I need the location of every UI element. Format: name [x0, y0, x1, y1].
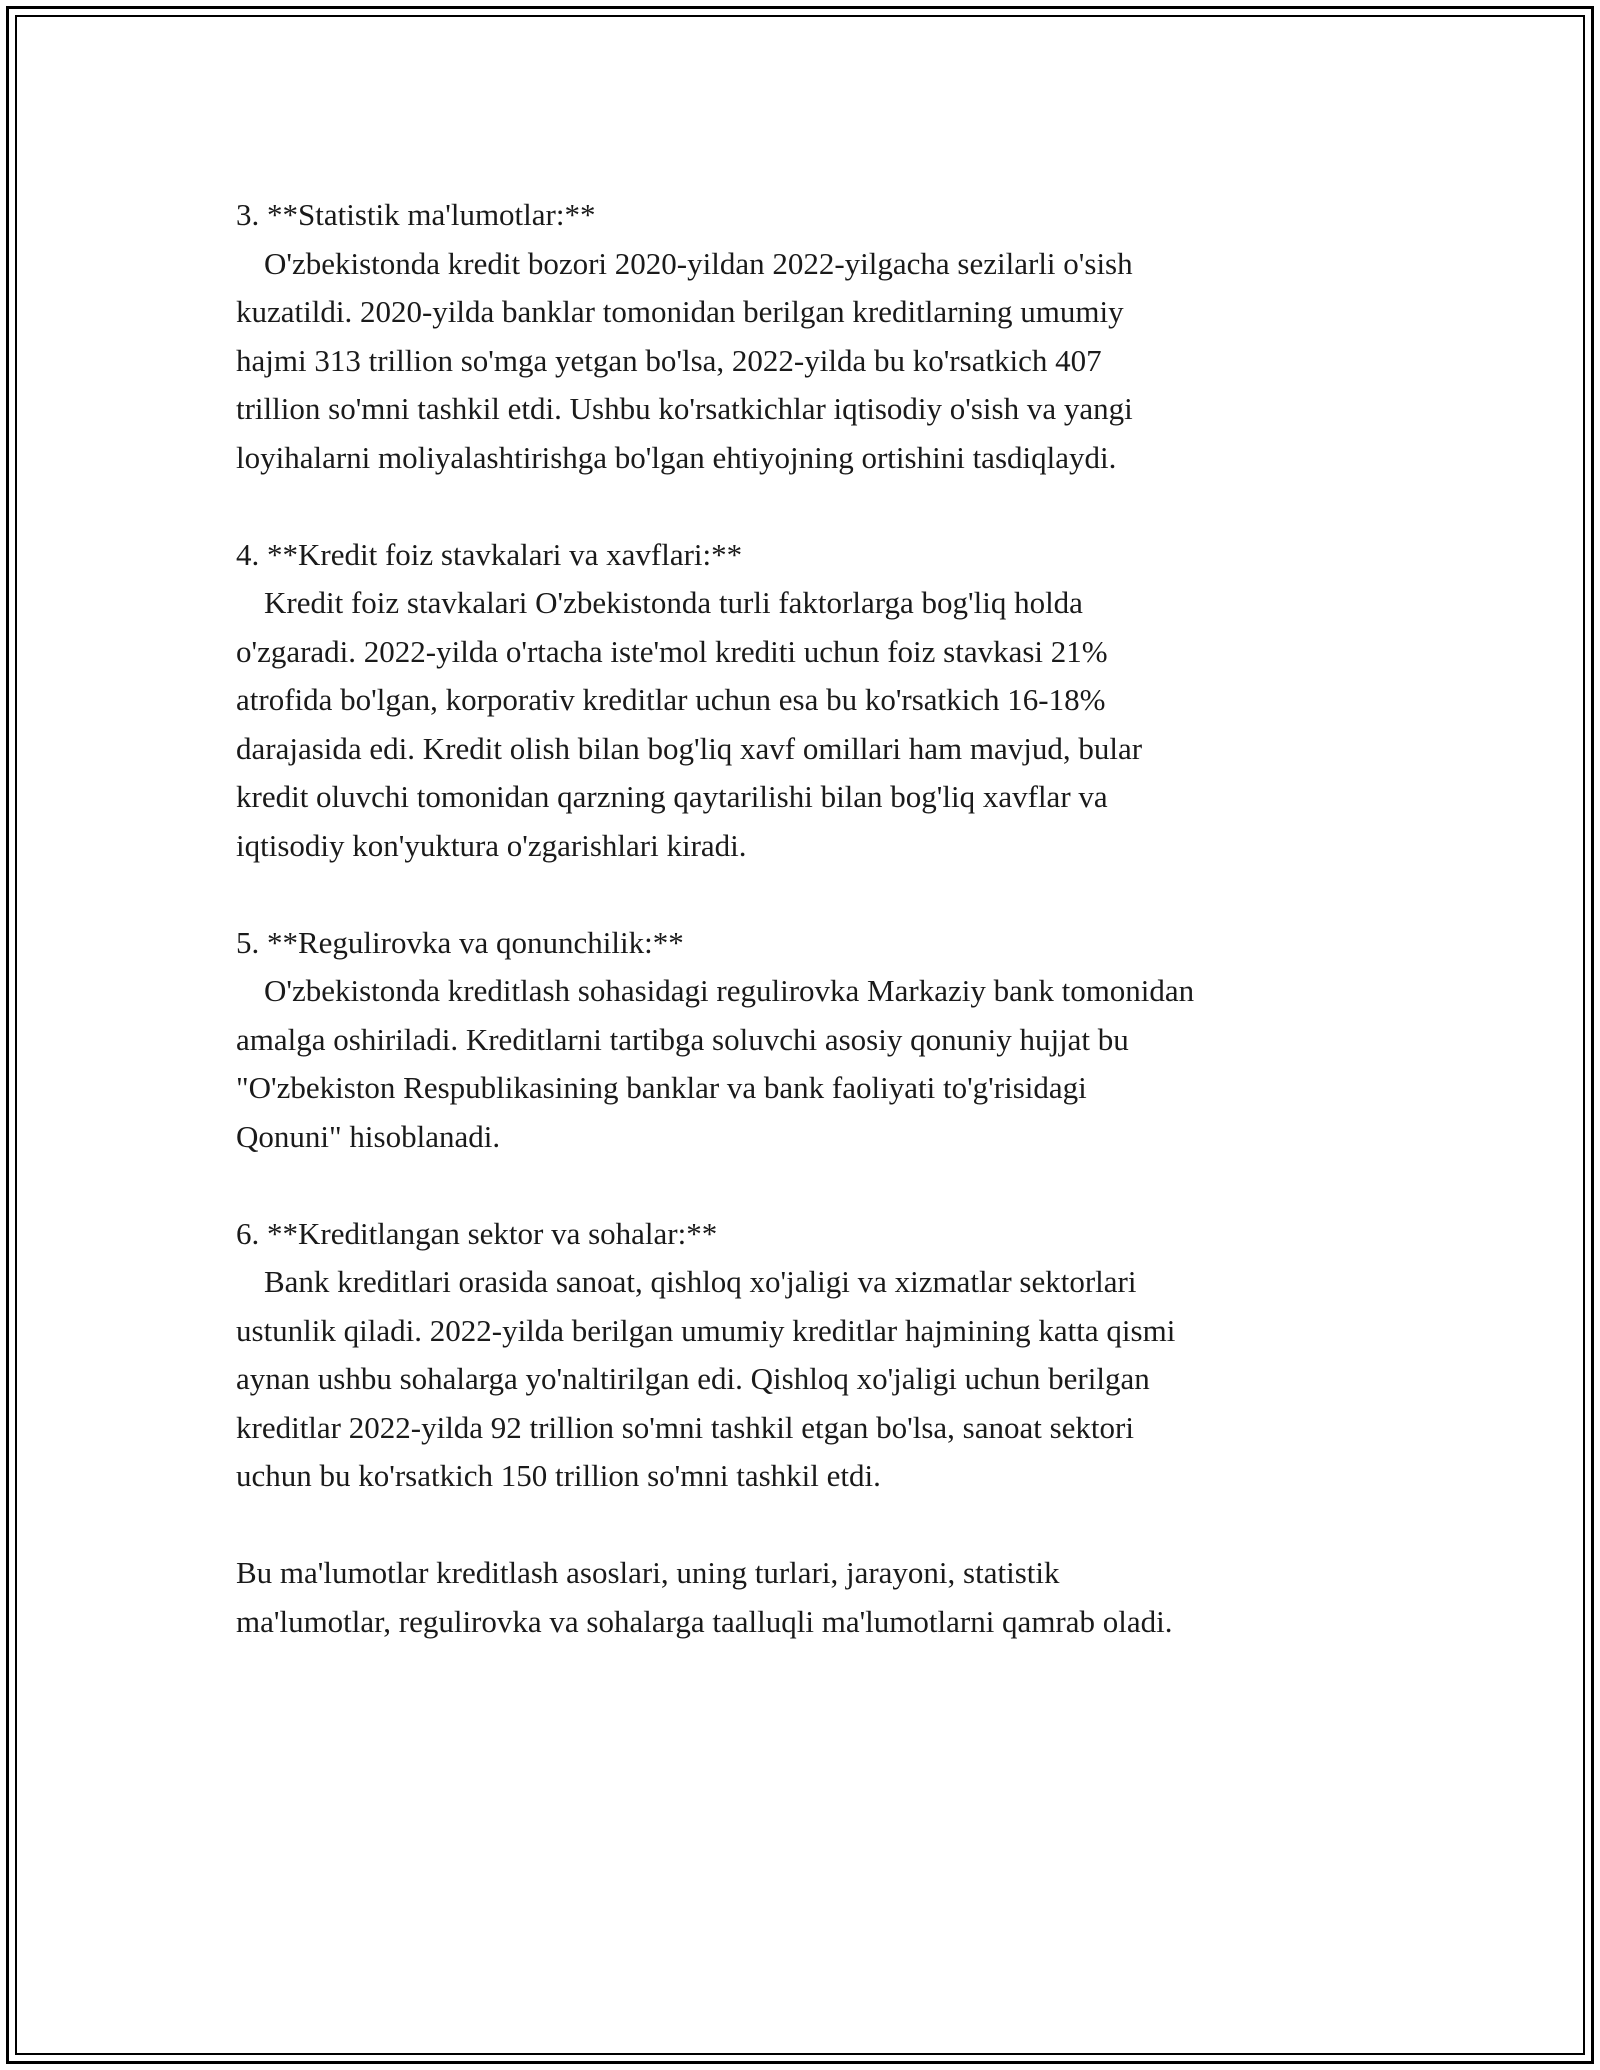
section-sectors [236, 1210, 1376, 1501]
section-paragraph [236, 579, 1376, 870]
section-interest-rates [236, 531, 1376, 871]
paragraph-line: amalga oshiriladi. Kreditlarni tartibga soluvchi asosiy qonuniy hujjat bu [236, 1021, 1129, 1057]
paragraph-line: "O'zbekiston Respublikasining banklar va bank faoliyati to'g'risidagi [236, 1070, 1087, 1105]
paragraph-line: Qonuni" hisoblanadi. [236, 1118, 501, 1154]
paragraph-line: ustunlik qiladi. 2022-yilda berilgan umumiy kreditlar hajmining katta qismi [236, 1312, 1176, 1348]
paragraph-line: o'zgaradi. 2022-yilda o'rtacha iste'mol krediti uchun foiz stavkasi 21% [236, 633, 1108, 669]
paragraph-line: kredit oluvchi tomonidan qarzning qaytarilishi bilan bog'liq xavflar va [236, 779, 1108, 814]
paragraph-line: kreditlar 2022-yilda 92 trillion so'mni tashkil etgan bo'lsa, sanoat sektori [236, 1409, 1134, 1445]
paragraph-line: ma'lumotlar, regulirovka va sohalarga taalluqli ma'lumotlarni qamrab oladi. [236, 1603, 1173, 1639]
paragraph-line: O'zbekistonda kredit bozori 2020-yildan 2022-yilgacha sezilarli o'sish [264, 245, 1133, 281]
paragraph-line: kuzatildi. 2020-yilda banklar tomonidan berilgan kreditlarning umumiy [236, 294, 1124, 329]
paragraph-line: hajmi 313 trillion so'mga yetgan bo'lsa, 2022-yilda bu ko'rsatkich 407 [236, 342, 1102, 378]
section-regulation [236, 919, 1376, 1162]
conclusion [236, 1549, 1376, 1646]
paragraph-line: atrofida bo'lgan, korporativ kreditlar uchun esa bu ko'rsatkich 16-18% [236, 682, 1106, 717]
section-heading: 6. **Kreditlangan sektor va sohalar:** [236, 1215, 718, 1251]
paragraph-line: uchun bu ko'rsatkich 150 trillion so'mni tashkil etdi. [236, 1458, 881, 1493]
paragraph-line: Bu ma'lumotlar kreditlash asoslari, uning turlari, jarayoni, statistik [236, 1555, 1060, 1590]
paragraph-line: Kredit foiz stavkalari O'zbekistonda turli faktorlarga bog'liq holda [264, 585, 1083, 620]
conclusion-paragraph [236, 1549, 1376, 1646]
paragraph-line: O'zbekistonda kreditlash sohasidagi regulirovka Markaziy bank tomonidan [264, 973, 1195, 1008]
paragraph-line: Bank kreditlari orasida sanoat, qishloq xo'jaligi va xizmatlar sektorlari [264, 1264, 1137, 1299]
section-paragraph [236, 1258, 1376, 1501]
section-paragraph [236, 967, 1376, 1161]
document-body [236, 191, 1376, 1695]
paragraph-line: aynan ushbu sohalarga yo'naltirilgan edi. Qishloq xo'jaligi uchun berilgan [236, 1361, 1150, 1396]
paragraph-line: loyihalarni moliyalashtirishga bo'lgan ehtiyojning ortishini tasdiqlaydi. [236, 439, 1117, 475]
section-statistics [236, 191, 1376, 482]
paragraph-line: iqtisodiy kon'yuktura o'zgarishlari kiradi. [236, 827, 747, 863]
section-heading: 5. **Regulirovka va qonunchilik:** [236, 924, 684, 960]
section-heading: 3. **Statistik ma'lumotlar:** [236, 197, 596, 232]
section-paragraph [236, 240, 1376, 483]
section-heading: 4. **Kredit foiz stavkalari va xavflari:** [236, 536, 743, 572]
paragraph-line: trillion so'mni tashkil etdi. Ushbu ko'rsatkichlar iqtisodiy o'sish va yangi [236, 391, 1133, 426]
paragraph-line: darajasida edi. Kredit olish bilan bog'liq xavf omillari ham mavjud, bular [236, 730, 1143, 766]
